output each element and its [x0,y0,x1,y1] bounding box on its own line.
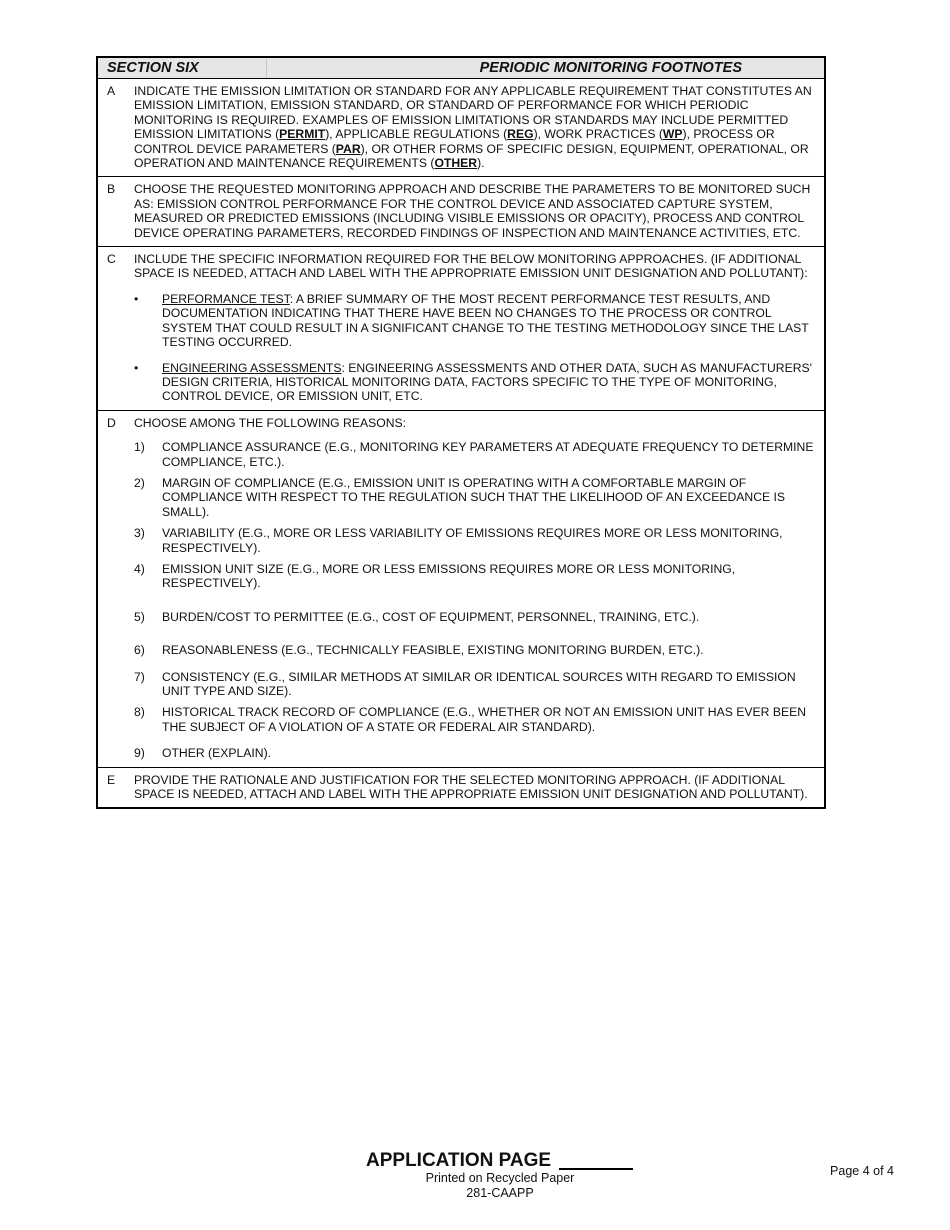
footnote-letter: D [107,415,116,430]
reason-item [134,526,816,555]
bullet-title: ENGINEERING ASSESSMENTS [162,360,342,375]
reason-number: 4) [134,561,145,576]
reason-text: HISTORICAL TRACK RECORD OF COMPLIANCE (E.G., WHETHER OR NOT AN EMISSION UNIT HAS EVER BEEN THE SUBJECT OF A VIOLATION OF A STATE OR FEDERAL AIR STANDARD). [162,705,807,734]
reason-item [134,562,816,591]
application-page-number-blank [559,1168,633,1170]
reason-item [134,476,816,519]
reason-text: COMPLIANCE ASSURANCE (E.G., MONITORING KEY PARAMETERS AT ADEQUATE FREQUENCY TO DETERMINE COMPLIANCE, ETC.). [162,440,814,469]
reason-number: 2) [134,475,145,490]
keyword-par: PAR [335,141,361,156]
bullet-icon: • [134,360,139,375]
reason-number: 1) [134,440,145,455]
reason-item [134,610,816,624]
section-title: PERIODIC MONITORING FOOTNOTES [479,60,742,76]
reason-number: 7) [134,669,145,684]
footnote-letter: E [107,772,116,787]
reason-item [134,705,816,734]
footnote-letter: B [107,182,116,197]
application-page-label: APPLICATION PAGE [366,1150,552,1171]
reason-text: REASONABLENESS (E.G., TECHNICALLY FEASIBLE, EXISTING MONITORING BURDEN, ETC.). [162,643,704,658]
bullet-text: : ENGINEERING ASSESSMENTS AND OTHER DATA, SUCH AS MANUFACTURERS' DESIGN CRITERIA, HISTORICAL MONITORING DATA, FACTORS SPECIFIC TO THE TYPE OF MONITORING, CONTROL DEVICE, OR EMISSION UNIT, ETC. [162,360,812,404]
reason-item [134,670,816,699]
footnote-d [98,411,824,768]
keyword-permit: PERMIT [279,127,326,142]
footnote-letter: A [107,84,116,98]
keyword-reg: REG [507,127,534,142]
reason-item [134,746,816,760]
footnote-b [98,177,824,247]
bullet-text: : A BRIEF SUMMARY OF THE MOST RECENT PERFORMANCE TEST RESULTS, AND DOCUMENTATION INDICATING THAT THERE HAVE BEEN NO CHANGES TO THE PROCESS OR CONTROL SYSTEM THAT COULD RESULT IN A SIGNIFICANT CHANGE TO THE TESTING METHODOLOGY SINCE THE LAST TESTING OCCURRED. [162,291,809,350]
form-code: 281-CAAPP [466,1186,534,1200]
footnote-c-intro: INCLUDE THE SPECIFIC INFORMATION REQUIRED FOR THE BELOW MONITORING APPROACHES. (IF ADDITIONAL SPACE IS NEEDED, ATTACH AND LABEL WITH THE APPROPRIATE EMISSION UNIT DESIGNATION AND POLLUTANT): [134,252,808,281]
reason-number: 5) [134,609,145,624]
keyword-wp: WP [662,127,683,142]
keyword-other: OTHER [434,156,478,171]
footnote-e-text: PROVIDE THE RATIONALE AND JUSTIFICATION FOR THE SELECTED MONITORING APPROACH. (IF ADDITIONAL SPACE IS NEEDED, ATTACH AND LABEL WITH THE APPROPRIATE EMISSION UNIT DESIGNATION AND POLLUTANT). [134,772,808,802]
footnote-a-text: INDICATE THE EMISSION LIMITATION OR STANDARD FOR ANY APPLICABLE REQUIREMENT THAT CONSTITUTES AN EMISSION LIMITATION, EMISSION STANDARD, OR STANDARD OF PERFORMANCE FOR WHICH PERIODIC MONITORING IS REQUIRED. EXAMPLES OF EMISSION LIMITATIONS OR STANDARDS MAY INCLUDE PERMITTED EMISSION LIMITATIONS (PERMIT), APPLICABLE REGULATIONS (REG), WORK PRACTICES (WP), PROCESS OR CONTROL DEVICE PARAMETERS (PAR), OR OTHER FORMS OF SPECIFIC DESIGN, EQUIPMENT, OPERATIONAL, OR OPERATION AND MAINTENANCE REQUIREMENTS (OTHER). [134,84,812,171]
bullet-icon: • [134,291,139,306]
footnote-b-text: CHOOSE THE REQUESTED MONITORING APPROACH AND DESCRIBE THE PARAMETERS TO BE MONITORED SUCH AS: EMISSION CONTROL PERFORMANCE FOR THE CONTROL DEVICE AND ASSOCIATED CAPTURE SYSTEM, MEASURED OR PREDICTED EMISSIONS (INCLUDING VISIBLE EMISSIONS OR OPACITY), PROCESS AND CONTROL DEVICE OPERATING PARAMETERS, RECORDED FINDINGS OF INSPECTION AND MAINTENANCE ACTIVITIES, ETC. [134,182,811,240]
reason-number: 9) [134,746,145,761]
reason-text: CONSISTENCY (E.G., SIMILAR METHODS AT SIMILAR OR IDENTICAL SOURCES WITH REGARD TO EMISSION UNIT TYPE AND SIZE). [162,669,796,698]
reason-number: 6) [134,643,145,658]
reason-text: OTHER (EXPLAIN). [162,746,272,761]
recycled-paper-note: Printed on Recycled Paper [425,1171,575,1185]
reason-number: 3) [134,526,145,541]
footnote-letter: C [107,252,116,267]
reason-number: 8) [134,705,145,720]
bullet-item [134,292,816,350]
section-number: SECTION SIX [107,60,199,76]
header-divider [266,58,267,78]
footnote-c [98,247,824,411]
reason-text: VARIABILITY (E.G., MORE OR LESS VARIABILITY OF EMISSIONS REQUIRES MORE OR LESS MONITORING, RESPECTIVELY). [162,526,783,555]
reason-text: BURDEN/COST TO PERMITTEE (E.G., COST OF EQUIPMENT, PERSONNEL, TRAINING, ETC.). [162,609,700,624]
reason-item [134,440,816,469]
footnote-e [98,768,824,808]
reason-text: MARGIN OF COMPLIANCE (E.G., EMISSION UNIT IS OPERATING WITH A COMFORTABLE MARGIN OF COMPLIANCE WITH RESPECT TO THE REGULATION SUCH THAT THE LIKELIHOOD OF AN EXCEEDANCE IS SMALL). [162,475,786,519]
bullet-title: PERFORMANCE TEST [162,291,290,306]
footnotes-table [96,56,826,809]
reason-text: EMISSION UNIT SIZE (E.G., MORE OR LESS EMISSIONS REQUIRES MORE OR LESS MONITORING, RESPECTIVELY). [162,561,736,591]
reason-item [134,643,816,657]
bullet-item [134,361,816,404]
section-header [98,58,824,79]
footnote-a [98,79,824,177]
footnote-d-intro: CHOOSE AMONG THE FOLLOWING REASONS: [134,415,407,430]
page-number: Page 4 of 4 [830,1164,894,1178]
